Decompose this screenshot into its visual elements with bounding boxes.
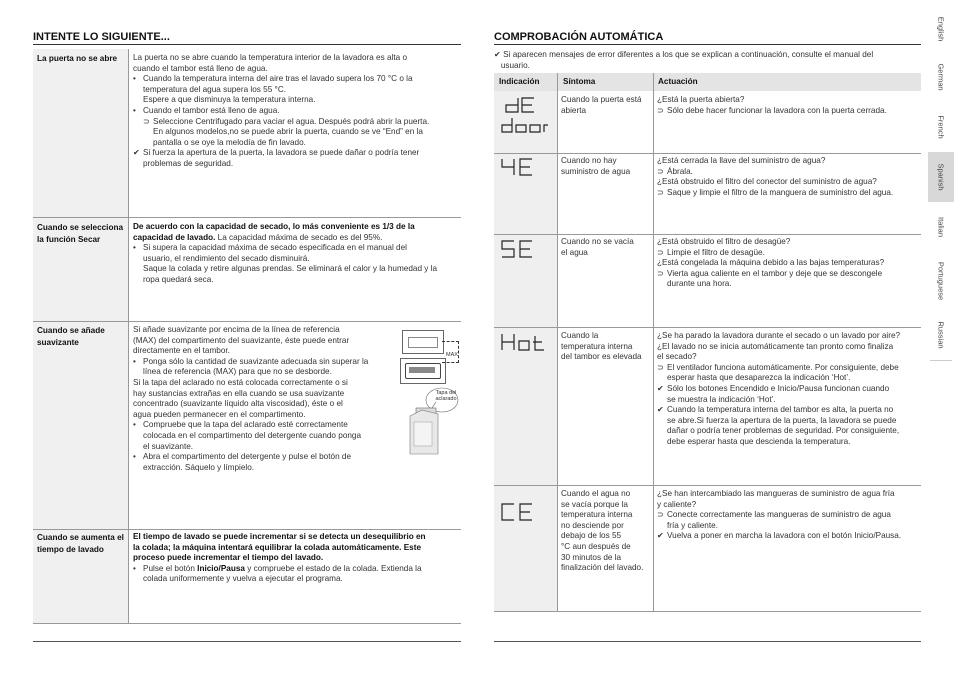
tab-label: German — [936, 63, 946, 91]
row-description — [133, 325, 395, 473]
text-line: finalización del lavado. — [561, 563, 644, 573]
text-line: Cuando no hay — [561, 156, 617, 165]
text-line: agua pueden permanecer en el compartimento. — [133, 409, 306, 419]
bullet-marker: • — [133, 356, 136, 366]
left-row-divider — [33, 529, 461, 530]
text-line: debajo de los 55 — [561, 531, 622, 541]
text-line: pantalla o se oye la melodía de fin lavado. — [153, 137, 306, 147]
right-row-divider — [494, 485, 921, 486]
symptom-cell — [561, 95, 651, 116]
arrow-marker: ⊃ — [143, 116, 150, 126]
tab-label: Italian — [936, 216, 946, 238]
text-line: ⊃ Conecte correctamente las mangueras de suministro de agua — [657, 510, 891, 520]
bullet-marker: ✔ — [657, 531, 664, 541]
bullet-marker: ⊃ — [657, 268, 664, 278]
left-bottom-rule — [33, 641, 461, 642]
tab-label: French — [936, 115, 946, 139]
row-label: Cuando se selecciona la función Secar — [37, 223, 124, 244]
symptom-cell — [561, 156, 651, 177]
bullet-marker: ⊃ — [657, 247, 664, 257]
text-line: Si añade suavizante por encima de la línea de referencia — [133, 325, 340, 334]
text-line: ¿Se han intercambiado las mangueras de suministro de agua fría — [657, 489, 895, 498]
text-line: concentrado (suavizante líquido alta viscosidad), éste o el — [133, 399, 343, 409]
code-4e-icon — [500, 157, 536, 177]
text-line — [133, 222, 453, 233]
max-label: MAX — [446, 352, 458, 358]
text-line: ¿Está cerrada la llave del suministro de agua? — [657, 156, 826, 165]
text-line: ¿Está congelada la máquina debido a las bajas temperaturas? — [657, 258, 885, 268]
text-line: °C aun después de — [561, 541, 631, 551]
bold-text: Inicio/Pausa — [197, 563, 245, 573]
text-line: el agua — [561, 247, 588, 257]
text-line: línea de referencia (MAX) para que no se desborde. — [143, 367, 332, 377]
code-hot-icon — [500, 332, 548, 352]
text-line: • Abra el compartimento del detergente y pulse el botón de — [133, 452, 352, 462]
action-cell — [657, 237, 919, 290]
bullet-marker: • — [133, 420, 136, 430]
text-line: capacidad de lavado. La capacidad máxima de secado es del 95%. — [133, 232, 383, 242]
bold-text: El tiempo de lavado se puede incrementar si se detecta un desequilibrio en — [133, 532, 426, 541]
bullet-marker: ⊃ — [657, 187, 664, 197]
text-line: Si la tapa del aclarado no está colocada correctamente o si — [133, 377, 348, 387]
text-line: Cuando no se vacía — [561, 237, 634, 246]
tab-italian[interactable] — [928, 202, 954, 252]
right-section-title: COMPROBACIÓN AUTOMÁTICA — [494, 31, 664, 43]
text-line: fría y caliente. — [667, 520, 718, 530]
text-line: ✔ Vuelva a poner en marcha la lavadora con el botón Inicio/Pausa. — [657, 531, 902, 541]
text-line: ¿Está obstruido el filtro de desagüe? — [657, 237, 791, 246]
text-line: hay sustancias extrañas en ella cuando se usa suavizante — [133, 388, 345, 398]
action-cell — [657, 95, 919, 116]
text-line: no desciende por — [561, 520, 624, 530]
text-line: colocada en el compartimento del detergente cuando ponga — [143, 430, 362, 440]
text-line: ⊃ Vierta agua caliente en el tambor y deje que se descongele — [657, 268, 883, 278]
text-line: problemas de seguridad. — [143, 158, 234, 168]
text-line: En algunos modelos,no se puede abrir la puerta, cuando se ve “End” en la — [153, 127, 423, 137]
header-actuacion: Actuación — [658, 77, 698, 86]
text-line: del tambor es elevada — [561, 352, 642, 362]
left-row-divider — [33, 217, 461, 218]
bullet-marker: ⊃ — [657, 166, 664, 176]
bullet-marker: • — [133, 563, 136, 573]
right-bottom-rule — [494, 641, 921, 642]
text-line — [133, 553, 453, 564]
tab-label: English — [936, 16, 946, 42]
note-line: usuario. — [494, 61, 530, 70]
text-line: • Ponga sólo la cantidad de suavizante adecuada sin superar la — [133, 356, 369, 366]
left-section-title: INTENTE LO SIGUIENTE... — [33, 31, 170, 43]
error-note — [494, 49, 914, 71]
text-line — [133, 532, 453, 543]
text-line: (MAX) del compartimento del suavizante, éste puede entrar — [133, 335, 350, 345]
tab-portuguese[interactable] — [928, 252, 954, 310]
softener-max-line-image — [400, 358, 446, 384]
tab-separator — [930, 360, 952, 361]
text-line: ¿El lavado no se inicia automáticamente tan pronto como finaliza — [657, 341, 894, 351]
text-line: ✔ Si fuerza la apertura de la puerta, la lavadora se puede dañar o podría tener — [133, 148, 420, 158]
text-line: esperar hasta que desaparezca la indicación ‘Hot’. — [667, 373, 851, 383]
header-indicacion: Indicación — [499, 77, 540, 86]
text-line: ⊃ Ábrala. — [657, 166, 693, 176]
text-line: temperatura interna — [561, 341, 633, 351]
code-5e-icon — [500, 239, 536, 259]
tab-german[interactable] — [928, 52, 954, 102]
symptom-cell — [561, 237, 651, 258]
symptom-cell — [561, 331, 651, 363]
text-line: Cuando la — [561, 331, 599, 340]
text-line: ⊃ Sólo debe hacer funcionar la lavadora con la puerta cerrada. — [657, 105, 887, 115]
tab-label: Spanish — [936, 163, 946, 191]
text-line: el secado? — [657, 352, 697, 362]
right-row-divider — [494, 153, 921, 154]
text-line: • Cuando el tambor está lleno de agua. — [133, 105, 280, 115]
bullet-marker: ⊃ — [657, 105, 664, 115]
tab-spanish[interactable] — [928, 152, 954, 202]
right-title-rule — [494, 44, 921, 45]
bold-text: De acuerdo con la capacidad de secado, lo más conveniente es 1/3 de la — [133, 222, 415, 231]
tab-english[interactable] — [928, 6, 954, 52]
text-line: ⊃ Saque y limpie el filtro de la manguera de suministro del agua. — [657, 187, 894, 197]
bullet-marker: ✔ — [657, 383, 664, 393]
bullet-marker: • — [133, 105, 136, 115]
text-line: ✔ Cuando la temperatura interna del tambor es alta, la puerta no — [657, 405, 894, 415]
table-header — [494, 73, 921, 91]
text-line: ropa quedará seca. — [143, 274, 214, 284]
text-line: Cuando la puerta está — [561, 95, 642, 104]
symptom-cell — [561, 489, 651, 574]
code-de-door-icon — [500, 96, 548, 136]
row-label: Cuando se aumenta el tiempo de lavado — [37, 533, 124, 554]
right-row-divider — [494, 327, 921, 328]
bold-text: proceso puede incrementar el tiempo del lavado. — [133, 553, 324, 563]
text-line: • Si supera la capacidad máxima de secado especificada en el manual del — [133, 243, 407, 253]
bullet-marker: ✔ — [133, 148, 140, 158]
rinse-cap-label: Tapa del aclarado — [435, 390, 457, 402]
code-ce-icon — [500, 502, 536, 522]
text-line: ¿Está la puerta abierta? — [657, 95, 745, 104]
row-label: La puerta no se abre — [37, 54, 118, 63]
bold-text: capacidad de lavado. — [133, 232, 216, 242]
text-line: ✔ Sólo los botones Encendido e Inicio/Pausa funcionan cuando — [657, 383, 890, 393]
tab-label: Russian — [936, 321, 946, 349]
left-column-divider — [128, 49, 129, 623]
right-row-divider — [494, 611, 921, 612]
text-line: colada uniformemente y vuelva a ejecutar el programa. — [143, 574, 343, 584]
bullet-marker: ✔ — [657, 405, 664, 415]
row-label: Cuando se añade suavizante — [37, 326, 105, 347]
text-line: durante una hora. — [667, 279, 732, 289]
text-line: ⊃ El ventilador funciona automáticamente. Por consiguiente, debe — [657, 362, 899, 372]
action-cell — [657, 331, 919, 448]
text-line: La puerta no se abre cuando la temperatura interior de la lavadora es alta o — [133, 53, 408, 62]
bullet-marker: ⊃ — [657, 362, 664, 372]
text-line: se vacía porque la — [561, 499, 628, 509]
text-line: debe esperar hasta que descienda la temperatura. — [667, 436, 851, 446]
text-line: se muestra la indicación ‘Hot’. — [667, 394, 776, 404]
bullet-marker: ⊃ — [657, 510, 664, 520]
text-line: usuario, el rendimiento del secado disminuirá. — [143, 253, 310, 263]
text-line: extracción. Sáquelo y límpielo. — [143, 462, 255, 472]
right-row-divider — [494, 234, 921, 235]
tab-russian[interactable] — [928, 310, 954, 360]
text-line: temperatura interna — [561, 510, 633, 520]
left-title-rule — [33, 44, 461, 45]
text-line: suministro de agua — [561, 166, 631, 176]
text-line: 30 minutos de la — [561, 552, 622, 562]
text-line — [133, 543, 453, 554]
header-sintoma: Síntoma — [563, 77, 596, 86]
action-cell — [657, 156, 919, 198]
text-line: temperatura del agua supera los 55 °C. — [143, 84, 287, 94]
action-cell — [657, 489, 919, 542]
text-line: directamente en el tambor. — [133, 346, 230, 356]
note-line: ✔ Si aparecen mensajes de error diferentes a los que se explican a continuación, consulte el manual del — [494, 50, 874, 59]
softener-drawer-image — [402, 330, 444, 354]
bullet-marker: • — [133, 243, 136, 253]
text-line: Espere a que disminuya la temperatura interna. — [143, 95, 316, 105]
text-line: dañar o podría tener problemas de seguridad. Por consiguiente, — [667, 426, 900, 436]
text-line: • Pulse el botón Inicio/Pausa y compruebe el estado de la colada. Extienda la — [133, 563, 422, 573]
row-description — [133, 53, 453, 170]
left-row-divider — [33, 623, 461, 624]
tab-label: Portuguese — [936, 261, 946, 301]
text-line: • Cuando la temperatura interna del aire tras el lavado supera los 70 °C o la — [133, 74, 413, 84]
text-line: • Compruebe que la tapa del aclarado esté correctamente — [133, 420, 348, 430]
language-tabs — [928, 6, 954, 366]
text-line: cuando el tambor está lleno de agua. — [133, 63, 268, 73]
bold-text: la colada; la máquina intentará equilibrar la colada automáticamente. Este — [133, 542, 422, 552]
text-line: Cuando el agua no — [561, 489, 631, 498]
text-line: ¿Se ha parado la lavadora durante el secado o un lavado por aire? — [657, 331, 901, 340]
tab-french[interactable] — [928, 102, 954, 152]
text-line: ⊃ Seleccione Centrifugado para vaciar el agua. Después podrá abrir la puerta. — [143, 116, 430, 126]
text-line: ¿Está obstruido el filtro del conector del suministro de agua? — [657, 177, 877, 187]
row-description — [133, 532, 453, 585]
bullet-marker: • — [133, 452, 136, 462]
text-line: ⊃ Limpie el filtro de desagüe. — [657, 247, 765, 257]
text-line: el suavizante. — [143, 441, 194, 451]
text-line: se abre.Si fuerza la apertura de la puerta, la lavadora se puede — [667, 415, 897, 425]
text-line: y caliente? — [657, 499, 697, 509]
text-line: abierta — [561, 105, 587, 115]
text-line: Saque la colada y retire algunas prendas. Se eliminará el calor y la humedad y la — [143, 264, 438, 274]
row-description — [133, 222, 453, 286]
bullet-marker: • — [133, 74, 136, 84]
left-row-divider — [33, 321, 461, 322]
